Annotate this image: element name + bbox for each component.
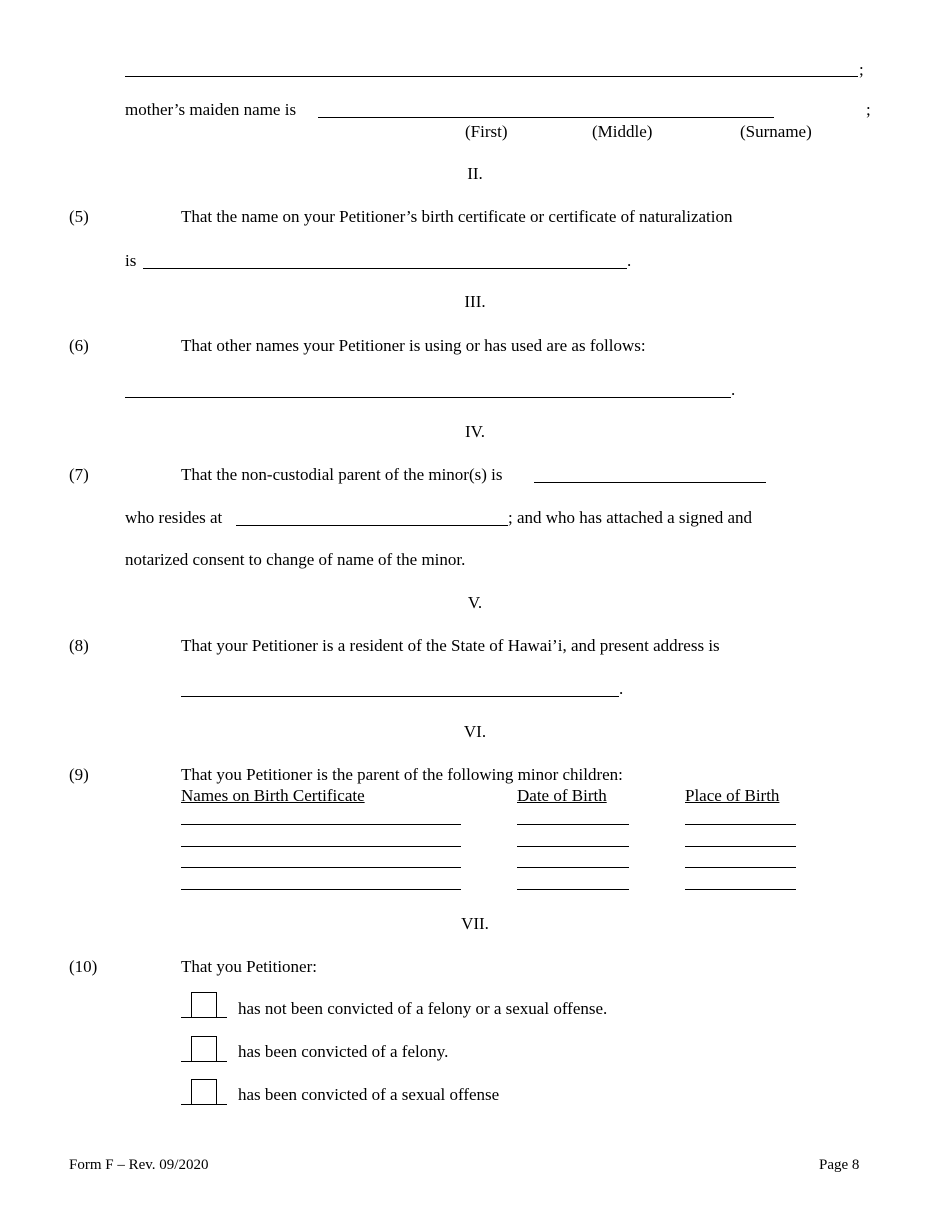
footer-form-id: Form F – Rev. 09/2020 [69, 1157, 209, 1173]
name-part-middle: (Middle) [592, 122, 653, 141]
child-name-field-3[interactable] [181, 867, 461, 868]
option-felony-label: has been convicted of a felony. [238, 1042, 449, 1061]
child-dob-field-2[interactable] [517, 846, 629, 847]
option-sexual-offense-label: has been convicted of a sexual offense [238, 1085, 500, 1104]
item-text-10: That you Petitioner: [181, 957, 317, 976]
child-name-field-4[interactable] [181, 889, 461, 890]
option-no-conviction-label: has not been convicted of a felony or a sexual offense. [238, 999, 608, 1018]
item-number-6: (6) [69, 336, 89, 355]
line-end-semicolon: ; [859, 60, 864, 79]
column-header-pob: Place of Birth [685, 786, 780, 805]
item-text-6: That other names your Petitioner is using or has used are as follows: [181, 336, 646, 355]
checkbox-felony[interactable] [191, 1036, 217, 1062]
item-number-10: (10) [69, 957, 98, 976]
footer-page-number: Page 8 [819, 1157, 860, 1173]
item-8-end: . [619, 679, 624, 698]
item-number-5: (5) [69, 207, 89, 226]
other-names-field[interactable] [125, 397, 731, 398]
item-number-9: (9) [69, 765, 89, 784]
name-part-surname: (Surname) [740, 122, 812, 141]
section-heading-vii: VII. [461, 914, 489, 933]
column-header-names: Names on Birth Certificate [181, 786, 365, 805]
item-number-8: (8) [69, 636, 89, 655]
item-7-consent-text: notarized consent to change of name of the minor. [125, 550, 466, 569]
column-header-dob: Date of Birth [517, 786, 607, 805]
child-dob-field-1[interactable] [517, 824, 629, 825]
checkbox-sexual-offense[interactable] [191, 1079, 217, 1105]
mother-maiden-field[interactable] [318, 117, 774, 118]
item-6-end: . [731, 380, 736, 399]
child-pob-field-2[interactable] [685, 846, 796, 847]
present-address-field[interactable] [181, 696, 619, 697]
child-dob-field-3[interactable] [517, 867, 629, 868]
item-7-resides-end: ; and who has attached a signed and [508, 508, 753, 527]
section-heading-iv: IV. [465, 422, 485, 441]
child-name-field-1[interactable] [181, 824, 461, 825]
item-7-resides-label: who resides at [125, 508, 223, 527]
item-5-end: . [627, 251, 632, 270]
item-5-is: is [125, 251, 137, 270]
item-text-7: That the non-custodial parent of the minor(s) is [181, 465, 503, 484]
item-text-5: That the name on your Petitioner’s birth certificate or certificate of naturalization [181, 207, 733, 226]
section-heading-v: V. [467, 593, 483, 612]
child-pob-field-4[interactable] [685, 889, 796, 890]
birth-certificate-name-field[interactable] [143, 268, 627, 269]
child-pob-field-3[interactable] [685, 867, 796, 868]
item-text-9: That you Petitioner is the parent of the following minor children: [181, 765, 623, 784]
checkbox-no-conviction[interactable] [191, 992, 217, 1018]
child-name-field-2[interactable] [181, 846, 461, 847]
item-number-7: (7) [69, 465, 89, 484]
mother-maiden-end: ; [866, 100, 871, 119]
parent-residence-field[interactable] [236, 525, 508, 526]
section-heading-ii: II. [467, 164, 483, 183]
blank-line-top[interactable] [125, 76, 858, 77]
section-heading-iii: III. [464, 292, 486, 311]
item-text-8: That your Petitioner is a resident of the State of Hawai’i, and present address is [181, 636, 720, 655]
name-part-first: (First) [465, 122, 508, 141]
mother-maiden-label: mother’s maiden name is [125, 100, 297, 119]
non-custodial-parent-field[interactable] [534, 482, 766, 483]
section-heading-vi: VI. [463, 722, 487, 741]
child-dob-field-4[interactable] [517, 889, 629, 890]
child-pob-field-1[interactable] [685, 824, 796, 825]
